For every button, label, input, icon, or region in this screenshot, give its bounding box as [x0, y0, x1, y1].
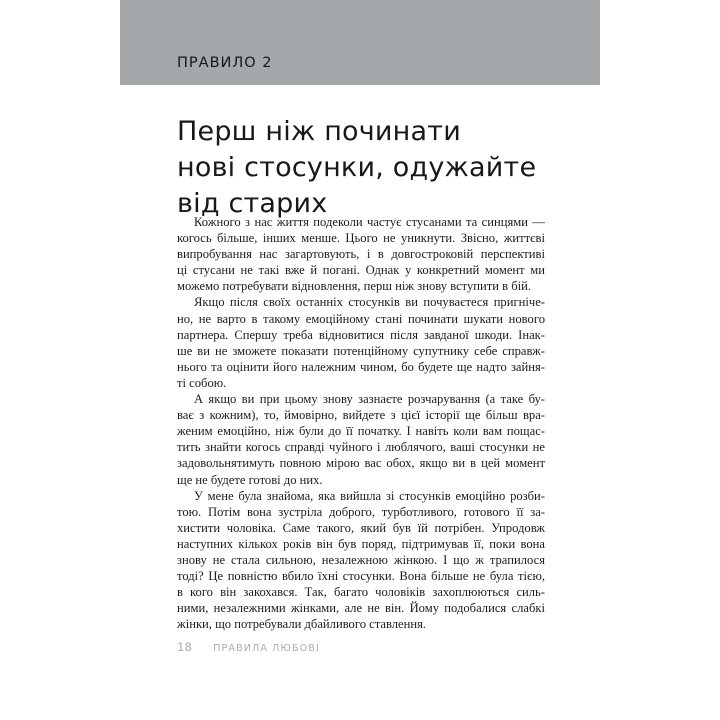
- text-line: випробування нас загартовують, і в довгостроковій перспективі: [177, 247, 545, 262]
- text-line: когось більше, інших менше. Цього не уникнути. Звісно, життєві: [177, 231, 545, 246]
- running-head: ПРАВИЛА ЛЮБОВІ: [213, 643, 320, 654]
- paragraph: [177, 488, 545, 633]
- text-line: ше ви не зможете показати потенційному супутнику себе справж-: [177, 343, 545, 358]
- text-line-content: У мене була знайома, яка вийшла зі стосунків емоційно розби-: [194, 488, 545, 503]
- text-line: можемо потребувати відновлення, перш ніж знову вступити в бій.: [177, 279, 532, 294]
- text-line: партнера. Спершу треба відновитися після завданої шкоди. Інак-: [177, 327, 545, 342]
- text-line: знову не стала сильною, незалежною жінкою. І що ж трапилося: [177, 552, 545, 567]
- body-text-column: [177, 214, 545, 632]
- text-line: жінки, що потребували дбайливого ставлення.: [177, 617, 427, 632]
- text-line: ними, незалежними жінками, але не він. Йому подобалися слабкі: [177, 601, 545, 616]
- text-line: в кого він закохався. Так, багато чоловіків захоплюються силь-: [177, 585, 545, 600]
- text-line: [177, 294, 545, 310]
- text-line: [177, 391, 545, 407]
- page-footer: [177, 640, 320, 654]
- paragraph: [177, 294, 545, 391]
- paragraph: [177, 391, 545, 488]
- text-line: ває з кожним), то, ймовірно, вийдете з цієї історії ще більш вра-: [177, 408, 545, 423]
- text-line-content: А якщо ви при цьому знову зазнаєте розчарування (а таке бу-: [194, 392, 545, 407]
- text-line: ці стусани не такі вже й погані. Однак у конкретний момент ми: [177, 263, 545, 278]
- text-line: женим емоційно, ніж були до її початку. І навіть коли вам пощас-: [177, 424, 545, 439]
- text-line: хистити чоловіка. Саме такого, який був їй потрібен. Упродовж: [177, 520, 545, 535]
- text-line-content: Якщо після своїх останніх стосунків ви почуваєтеся пригніче-: [194, 295, 545, 310]
- text-line: [177, 488, 545, 504]
- text-line: но, не варто в такому емоційному стані починати шукати нового: [177, 311, 545, 326]
- text-line: [177, 214, 545, 230]
- text-line: наступних кількох років він був поряд, підтримував її, поки вона: [177, 536, 545, 551]
- text-line: тить знайти когось справді чуйного і люблячого, ваші стосунки не: [177, 440, 545, 455]
- text-line: тою. Потім вона зустріла доброго, турботливого, готового її за-: [177, 504, 545, 519]
- chapter-banner: [120, 0, 600, 85]
- page-number: 18: [177, 640, 193, 654]
- page-title-line: нові стосунки, одужайте: [177, 152, 537, 184]
- text-line: тоді? Це повністю вбило їхні стосунки. Вона більше не була тією,: [177, 569, 545, 584]
- page-title: [177, 114, 597, 222]
- text-line: задовольнятимуть повною мірою вас обох, якщо ви в цей момент: [177, 456, 545, 471]
- text-line: ті собою.: [177, 375, 227, 390]
- page-title-line: Перш ніж починати: [177, 116, 461, 148]
- page-title-line: від старих: [177, 188, 328, 220]
- text-line-content: Кожного з нас життя подеколи частує стусанами та синцями —: [194, 215, 545, 229]
- chapter-label: ПРАВИЛО 2: [177, 55, 273, 71]
- text-line: нього та оцінити його належним чином, бо будете ще надто зайня-: [177, 359, 545, 374]
- paragraph: [177, 214, 545, 294]
- text-line: ще не будете готові до них.: [177, 472, 323, 487]
